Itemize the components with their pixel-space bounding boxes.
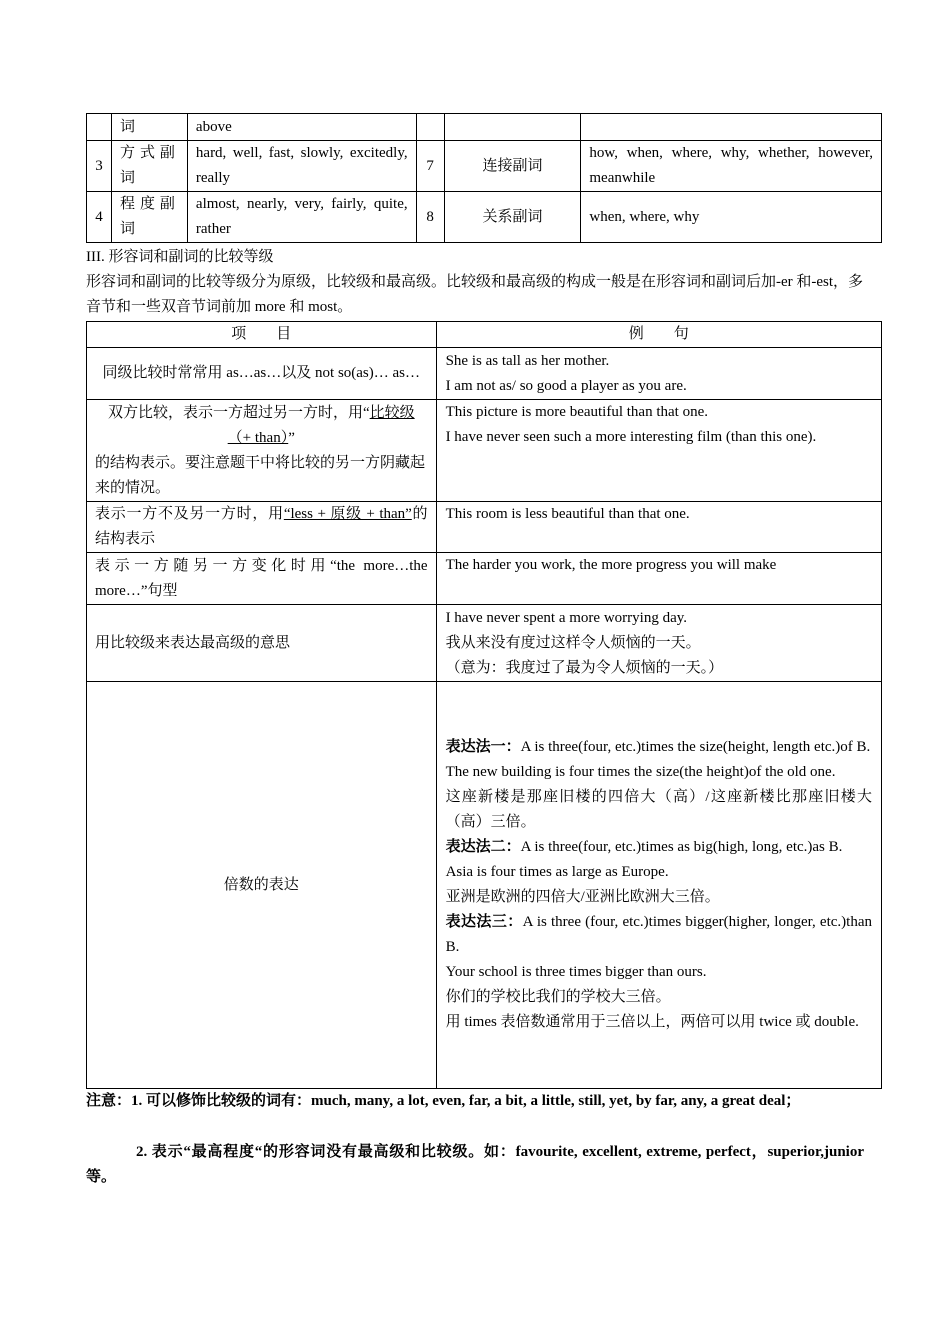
row-number bbox=[416, 114, 444, 141]
header-item: 项 目 bbox=[87, 322, 437, 348]
header-example: 例 句 bbox=[436, 322, 881, 348]
table-row bbox=[87, 141, 882, 192]
table-header-row bbox=[87, 322, 882, 348]
table-row bbox=[87, 682, 882, 1089]
category-cell: 关系副词 bbox=[444, 192, 581, 243]
example-cell bbox=[436, 400, 881, 502]
example-cell bbox=[436, 682, 881, 1089]
example-cell bbox=[436, 348, 881, 400]
row-number: 4 bbox=[87, 192, 112, 243]
example-sentence: This room is less beautiful than that one. bbox=[445, 506, 690, 522]
example-cell: almost, nearly, very, fairly, quite, rather bbox=[187, 192, 416, 243]
method-one: 表达法一：A is three(four, etc.)times the size(height, length etc.)of B. bbox=[445, 739, 871, 755]
example-cell bbox=[581, 114, 882, 141]
example-sentence: I have never spent a more worrying day. bbox=[445, 609, 687, 626]
example-translation: 我从来没有度过这样令人烦恼的一天。 bbox=[445, 634, 701, 651]
item-cell: 倍数的表达 bbox=[87, 682, 437, 1089]
example-cell bbox=[436, 605, 881, 682]
row-number: 3 bbox=[87, 141, 112, 192]
table-row bbox=[87, 605, 882, 682]
example-sentence: I have never seen such a more interesting film (than this one). bbox=[445, 429, 817, 445]
category-cell bbox=[444, 114, 581, 141]
example-sentence: Asia is four times as large as Europe. bbox=[445, 864, 669, 880]
item-cell: 同级比较时常常用 as…as…以及 not so(as)… as… bbox=[87, 348, 437, 400]
category-cell: 方式副词 bbox=[111, 141, 187, 192]
item-note: 的结构表示。要注意题干中将比较的另一方阴藏起来的情况。 bbox=[95, 454, 426, 496]
category-cell: 连接副词 bbox=[444, 141, 581, 192]
item-cell: 表示一方随另一方变化时用“the more…the more…”句型 bbox=[87, 553, 437, 605]
section-intro: 形容词和副词的比较等级分为原级，比较级和最高级。比较级和最高级的构成一般是在形容词和副词后加-er 和-est，多音节和一些双音节词前加 more 和 most。 bbox=[86, 274, 864, 315]
example-translation: 你们的学校比我们的学校大三倍。 bbox=[445, 989, 671, 1005]
example-sentence: Your school is three times bigger than ours. bbox=[445, 964, 707, 980]
row-number bbox=[87, 114, 112, 141]
row-number: 7 bbox=[416, 141, 444, 192]
comparison-table bbox=[86, 321, 882, 1089]
example-cell: how, when, where, why, whether, however, meanwhile bbox=[581, 141, 882, 192]
example-sentence: This picture is more beautiful than that one. bbox=[445, 404, 708, 420]
example-cell: hard, well, fast, slowly, excitedly, really bbox=[187, 141, 416, 192]
section-heading: III. 形容词和副词的比较等级 bbox=[86, 249, 274, 265]
adverb-types-table bbox=[86, 113, 882, 243]
example-sentence: I am not as/ so good a player as you are. bbox=[445, 377, 687, 394]
item-cell: 表示一方不及另一方时，用“less + 原级 + than”的结构表示 bbox=[87, 502, 437, 553]
example-cell bbox=[436, 502, 881, 553]
note-two: 2. 表示“最高程度“的形容词没有最高级和比较级。如：favourite, excellent, extreme, perfect，superior,junior 等。 bbox=[86, 1144, 864, 1185]
table-row bbox=[87, 114, 882, 141]
usage-note: 用 times 表倍数通常用于三倍以上，两倍可以用 twice 或 double. bbox=[445, 1014, 859, 1030]
item-rule: 双方比较，表示一方超过另一方时，用“比较级 （+ than）” bbox=[107, 404, 415, 446]
example-sentence: The new building is four times the size(the height)of the old one. bbox=[445, 764, 836, 780]
table-row bbox=[87, 400, 882, 502]
method-three: 表达法三：A is three (four, etc.)times bigger(higher, longer, etc.)than B. bbox=[445, 914, 872, 955]
example-translation: 这座新楼是那座旧楼的四倍大（高）/这座新楼比那座旧楼大（高）三倍。 bbox=[445, 789, 872, 830]
table-row bbox=[87, 348, 882, 400]
example-cell: when, where, why bbox=[581, 192, 882, 243]
category-cell: 词 bbox=[111, 114, 187, 141]
note-one: 注意：1. 可以修饰比较级的词有：much, many, a lot, even, far, a bit, a little, still, yet, by far, any, a great deal； bbox=[86, 1093, 801, 1109]
example-cell bbox=[436, 553, 881, 605]
example-translation: 亚洲是欧洲的四倍大/亚洲比欧洲大三倍。 bbox=[445, 889, 720, 905]
table-row bbox=[87, 192, 882, 243]
example-sentence: The harder you work, the more progress you will make bbox=[445, 557, 777, 573]
item-cell: 用比较级来表达最高级的意思 bbox=[87, 605, 437, 682]
row-number: 8 bbox=[416, 192, 444, 243]
table-row bbox=[87, 502, 882, 553]
category-cell: 程度副词 bbox=[111, 192, 187, 243]
table-row bbox=[87, 553, 882, 605]
item-cell bbox=[87, 400, 437, 502]
example-translation: （意为：我度过了最为令人烦恼的一天。） bbox=[445, 659, 724, 676]
example-cell: above bbox=[187, 114, 416, 141]
method-two: 表达法二：A is three(four, etc.)times as big(high, long, etc.)as B. bbox=[445, 839, 843, 855]
example-sentence: She is as tall as her mother. bbox=[445, 352, 610, 369]
